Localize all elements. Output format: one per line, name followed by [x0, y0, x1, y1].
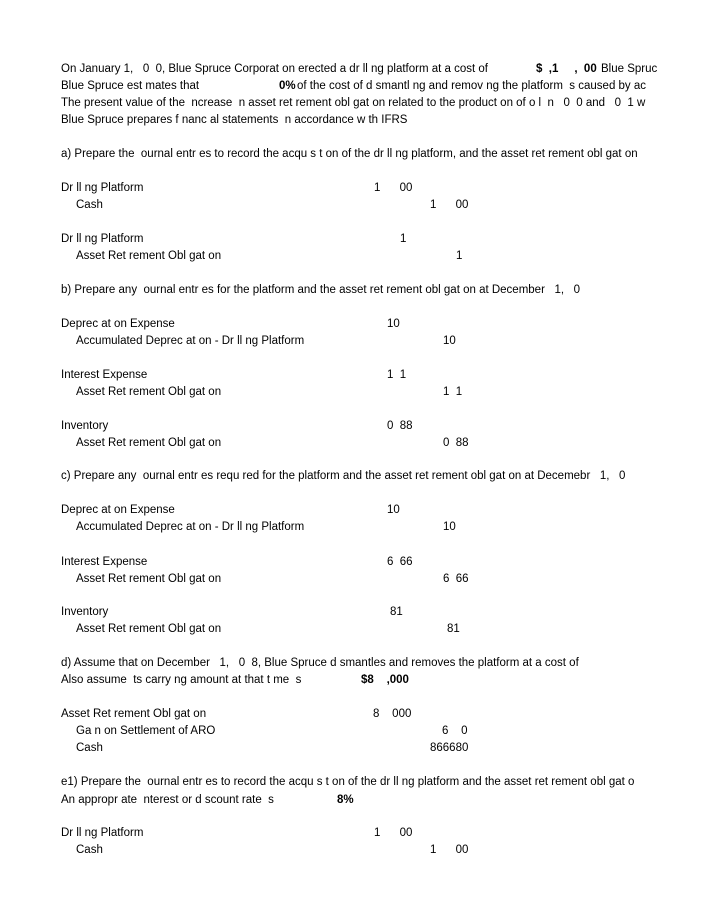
part-c-e1-debit-account: Deprec at on Expense: [61, 504, 175, 516]
intro-line-3: The present value of the ncrease n asset ret rement obl gat on related to the product on of o l n 0 0 and 0 1 w: [61, 97, 646, 109]
part-a-e2-credit-amount: 1: [456, 250, 463, 262]
part-b-e2-debit-account: Interest Expense: [61, 369, 148, 381]
part-b-e2-credit-account: Asset Ret rement Obl gat on: [76, 386, 222, 398]
part-d-line-1: d) Assume that on December 1, 0 8, Blue Spruce d smantles and removes the platform at a cost of: [61, 657, 579, 669]
part-c-heading: c) Prepare any ournal entr es requ red for the platform and the asset ret rement obl gat on at Decemebr 1, 0: [61, 470, 626, 482]
part-e1-rate: 8%: [337, 794, 354, 806]
part-b-e2-debit-amount: 1 1: [387, 369, 407, 381]
part-b-e3-debit-account: Inventory: [61, 420, 109, 432]
intro-line-4: Blue Spruce prepares f nanc al statements n accordance w th IFRS: [61, 114, 408, 126]
part-c-e1-credit-amount: 10: [443, 521, 456, 533]
part-e1-e1-debit-account: Dr ll ng Platform: [61, 827, 144, 839]
part-a-e2-debit-amount: 1: [400, 233, 407, 245]
part-b-e3-debit-amount: 0 88: [387, 420, 413, 432]
intro-cost-amount: $ ,1 , 00: [536, 63, 597, 75]
part-e1-e1-debit-amount: 1 00: [374, 827, 413, 839]
part-d-carrying-amount: $8 ,000: [361, 674, 409, 686]
part-e1-e1-credit-amount: 1 00: [430, 844, 469, 856]
part-c-e2-debit-amount: 6 66: [387, 556, 413, 568]
part-d-e1-credit-2-account: Cash: [76, 742, 103, 754]
part-b-e3-credit-amount: 0 88: [443, 437, 469, 449]
part-a-e1-debit-amount: 1 00: [374, 182, 413, 194]
part-b-heading: b) Prepare any ournal entr es for the platform and the asset ret rement obl gat on at December 1, 0: [61, 284, 581, 296]
part-a-e2-debit-account: Dr ll ng Platform: [61, 233, 144, 245]
part-d-line-2-text: Also assume ts carry ng amount at that t me s: [61, 674, 302, 686]
part-c-e2-credit-amount: 6 66: [443, 573, 469, 585]
part-a-heading: a) Prepare the ournal entr es to record the acqu s t on of the dr ll ng platform, and the asset ret rement obl gat on: [61, 148, 638, 160]
part-c-e3-debit-amount: 81: [390, 606, 403, 618]
part-a-e1-credit-amount: 1 00: [430, 199, 469, 211]
part-b-e1-credit-account: Accumulated Deprec at on - Dr ll ng Platform: [76, 335, 305, 347]
part-b-e3-credit-account: Asset Ret rement Obl gat on: [76, 437, 222, 449]
part-c-e2-debit-account: Interest Expense: [61, 556, 148, 568]
part-e1-line-2-text: An appropr ate nterest or d scount rate s: [61, 794, 274, 806]
part-c-e1-debit-amount: 10: [387, 504, 400, 516]
part-c-e3-credit-account: Asset Ret rement Obl gat on: [76, 623, 222, 635]
intro-percent: 0%: [279, 80, 296, 92]
part-a-e1-debit-account: Dr ll ng Platform: [61, 182, 144, 194]
part-c-e2-credit-account: Asset Ret rement Obl gat on: [76, 573, 222, 585]
part-e1-e1-credit-account: Cash: [76, 844, 103, 856]
part-a-e2-credit-account: Asset Ret rement Obl gat on: [76, 250, 222, 262]
part-b-e1-credit-amount: 10: [443, 335, 456, 347]
part-c-e3-debit-account: Inventory: [61, 606, 109, 618]
intro-line-2-tail: of the cost of d smantl ng and remov ng the platform s caused by ac: [297, 80, 647, 92]
part-e1-line-1: e1) Prepare the ournal entr es to record the acqu s t on of the dr ll ng platform and the asset ret rement obl gat o: [61, 776, 635, 788]
part-a-e1-credit-account: Cash: [76, 199, 103, 211]
part-b-e1-debit-amount: 10: [387, 318, 400, 330]
part-d-e1-debit-account: Asset Ret rement Obl gat on: [61, 708, 207, 720]
intro-line-2-text: Blue Spruce est mates that: [61, 80, 200, 92]
intro-line-1-tail: Blue Spruc: [601, 63, 658, 75]
part-b-e1-debit-account: Deprec at on Expense: [61, 318, 175, 330]
part-d-e1-credit-1-account: Ga n on Settlement of ARO: [76, 725, 216, 737]
part-d-e1-credit-2-amount: 866680: [430, 742, 469, 754]
part-c-e3-credit-amount: 81: [447, 623, 460, 635]
part-d-e1-debit-amount: 8 000: [373, 708, 412, 720]
part-d-e1-credit-1-amount: 6 0: [442, 725, 468, 737]
part-c-e1-credit-account: Accumulated Deprec at on - Dr ll ng Platform: [76, 521, 305, 533]
part-b-e2-credit-amount: 1 1: [443, 386, 463, 398]
intro-line-1-text: On January 1, 0 0, Blue Spruce Corporat on erected a dr ll ng platform at a cost of: [61, 63, 489, 75]
